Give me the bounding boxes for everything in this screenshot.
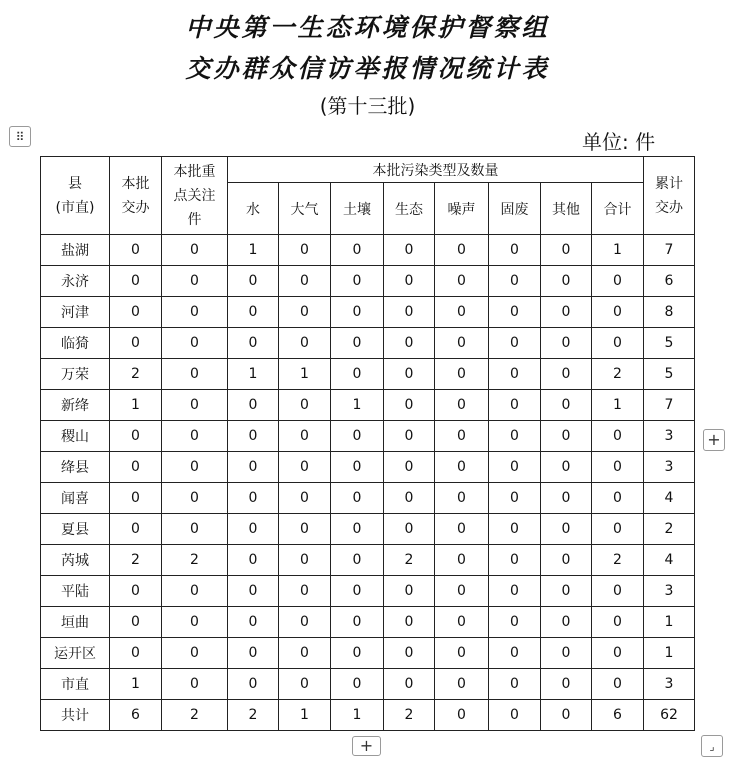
header-pollution-group: 本批污染类型及数量 [228, 157, 644, 183]
table-cell: 0 [110, 638, 162, 669]
table-cell: 0 [228, 638, 279, 669]
table-cell: 0 [384, 328, 435, 359]
table-cell: 0 [162, 576, 228, 607]
row-county-name: 临猗 [41, 328, 110, 359]
table-cell: 0 [331, 669, 384, 700]
table-cell: 0 [435, 235, 489, 266]
table-cell: 0 [110, 452, 162, 483]
row-county-name: 稷山 [41, 421, 110, 452]
table-cell: 0 [331, 359, 384, 390]
table-cell: 0 [541, 483, 592, 514]
table-cell: 2 [110, 545, 162, 576]
table-cell: 0 [384, 266, 435, 297]
table-cell: 0 [435, 421, 489, 452]
table-cell: 0 [435, 669, 489, 700]
table-cell: 1 [644, 638, 695, 669]
table-cell: 8 [644, 297, 695, 328]
table-cell: 0 [228, 266, 279, 297]
table-cell: 0 [228, 607, 279, 638]
table-cell: 0 [435, 700, 489, 731]
title-line-2: 交办群众信访举报情况统计表 [185, 54, 550, 83]
table-cell: 0 [592, 297, 644, 328]
table-row [41, 421, 695, 452]
table-cell: 0 [228, 421, 279, 452]
row-county-name: 永济 [41, 266, 110, 297]
table-cell: 0 [435, 359, 489, 390]
table-cell: 0 [162, 452, 228, 483]
table-cell: 0 [331, 483, 384, 514]
table-cell: 0 [110, 297, 162, 328]
table-cell: 1 [331, 700, 384, 731]
header-county: 县 (市直) [41, 157, 110, 235]
table-cell: 2 [384, 700, 435, 731]
table-cell: 6 [110, 700, 162, 731]
table-cell: 0 [592, 328, 644, 359]
table-cell: 0 [228, 297, 279, 328]
table-cell: 0 [384, 669, 435, 700]
row-county-name: 平陆 [41, 576, 110, 607]
table-cell: 0 [331, 297, 384, 328]
table-cell: 0 [435, 297, 489, 328]
table-cell: 0 [279, 390, 331, 421]
table-cell: 0 [489, 297, 541, 328]
table-cell: 0 [541, 452, 592, 483]
header-water: 水 [228, 183, 279, 235]
table-cell: 0 [541, 359, 592, 390]
table-cell: 0 [489, 452, 541, 483]
table-cell: 1 [228, 235, 279, 266]
table-cell: 0 [489, 421, 541, 452]
table-cell: 2 [644, 514, 695, 545]
table-cell: 0 [228, 452, 279, 483]
header-key-focus: 本批重 点关注 件 [162, 157, 228, 235]
table-row [41, 235, 695, 266]
header-solid-waste: 固废 [489, 183, 541, 235]
table-cell: 0 [489, 638, 541, 669]
table-row [41, 483, 695, 514]
table-cell: 0 [489, 483, 541, 514]
table-cell: 1 [279, 359, 331, 390]
table-cell: 0 [384, 638, 435, 669]
table-cell: 62 [644, 700, 695, 731]
table-cell: 0 [435, 483, 489, 514]
table-cell: 0 [489, 576, 541, 607]
table-cell: 5 [644, 359, 695, 390]
row-county-name: 河津 [41, 297, 110, 328]
table-cell: 0 [489, 390, 541, 421]
table-cell: 0 [489, 514, 541, 545]
table-cell: 0 [489, 266, 541, 297]
table-cell: 0 [592, 576, 644, 607]
table-cell: 0 [384, 235, 435, 266]
table-cell: 0 [541, 545, 592, 576]
table-cell: 0 [592, 669, 644, 700]
table-cell: 2 [110, 359, 162, 390]
table-cell: 0 [331, 421, 384, 452]
table-cell: 2 [228, 700, 279, 731]
table-cell: 0 [592, 638, 644, 669]
statistics-table [40, 156, 695, 731]
batch-label: (第十三批) [319, 94, 416, 118]
row-county-name: 闻喜 [41, 483, 110, 514]
table-cell: 2 [162, 545, 228, 576]
table-cell: 0 [331, 235, 384, 266]
table-cell: 0 [384, 297, 435, 328]
table-cell: 0 [435, 514, 489, 545]
table-cell: 0 [331, 328, 384, 359]
table-cell: 0 [162, 607, 228, 638]
row-county-name: 绛县 [41, 452, 110, 483]
table-cell: 0 [162, 514, 228, 545]
table-cell: 0 [435, 545, 489, 576]
table-cell: 1 [228, 359, 279, 390]
table-cell: 0 [541, 576, 592, 607]
header-other: 其他 [541, 183, 592, 235]
table-cell: 0 [489, 607, 541, 638]
table-cell: 0 [384, 514, 435, 545]
table-body [41, 235, 695, 731]
table-cell: 0 [228, 545, 279, 576]
table-cell: 0 [110, 421, 162, 452]
table-cell: 0 [331, 638, 384, 669]
table-cell: 0 [279, 452, 331, 483]
table-cell: 0 [279, 638, 331, 669]
table-cell: 0 [592, 483, 644, 514]
table-cell: 0 [489, 235, 541, 266]
unit-label: 单位: 件 [582, 130, 656, 154]
table-cell: 7 [644, 235, 695, 266]
table-cell: 0 [541, 390, 592, 421]
title-line-1: 中央第一生态环境保护督察组 [185, 13, 550, 42]
table-row [41, 452, 695, 483]
table-cell: 3 [644, 452, 695, 483]
table-cell: 0 [384, 421, 435, 452]
table-cell: 0 [279, 514, 331, 545]
table-cell: 0 [592, 514, 644, 545]
header-air: 大气 [279, 183, 331, 235]
table-cell: 0 [279, 297, 331, 328]
table-cell: 0 [228, 514, 279, 545]
table-cell: 1 [110, 669, 162, 700]
table-cell: 0 [162, 297, 228, 328]
table-cell: 0 [541, 669, 592, 700]
table-cell: 2 [592, 359, 644, 390]
table-drag-handle-icon[interactable]: ⠿ [9, 126, 31, 147]
table-cell: 0 [592, 421, 644, 452]
table-cell: 0 [489, 328, 541, 359]
table-cell: 0 [110, 514, 162, 545]
table-row [41, 328, 695, 359]
row-county-name: 万荣 [41, 359, 110, 390]
table-cell: 2 [162, 700, 228, 731]
table-cell: 0 [228, 390, 279, 421]
table-cell: 0 [384, 483, 435, 514]
table-row [41, 545, 695, 576]
table-cell: 0 [110, 483, 162, 514]
table-cell: 0 [162, 638, 228, 669]
table-cell: 0 [331, 266, 384, 297]
table-row [41, 514, 695, 545]
table-cell: 0 [435, 576, 489, 607]
table-cell: 0 [162, 328, 228, 359]
table-cell: 0 [541, 328, 592, 359]
table-cell: 0 [228, 576, 279, 607]
table-cell: 4 [644, 483, 695, 514]
table-cell: 1 [592, 390, 644, 421]
row-county-name: 芮城 [41, 545, 110, 576]
resize-corner-icon[interactable]: ⌟ [701, 735, 723, 757]
row-county-name: 共计 [41, 700, 110, 731]
header-ecology: 生态 [384, 183, 435, 235]
table-cell: 6 [644, 266, 695, 297]
table-cell: 0 [162, 266, 228, 297]
table-cell: 2 [592, 545, 644, 576]
table-cell: 0 [489, 359, 541, 390]
table-cell: 3 [644, 669, 695, 700]
table-cell: 6 [592, 700, 644, 731]
table-cell: 0 [279, 483, 331, 514]
table-cell: 0 [541, 700, 592, 731]
table-cell: 3 [644, 576, 695, 607]
table-cell: 0 [541, 638, 592, 669]
table-row [41, 297, 695, 328]
table-cell: 5 [644, 328, 695, 359]
table-cell: 0 [228, 483, 279, 514]
header-subtotal: 合计 [592, 183, 644, 235]
table-cell: 0 [541, 607, 592, 638]
table-cell: 0 [279, 669, 331, 700]
header-cumulative: 累计 交办 [644, 157, 695, 235]
table-cell: 0 [489, 545, 541, 576]
table-cell: 0 [435, 607, 489, 638]
table-row [41, 669, 695, 700]
table-cell: 0 [435, 390, 489, 421]
table-cell: 0 [331, 576, 384, 607]
table-cell: 1 [592, 235, 644, 266]
table-cell: 0 [110, 607, 162, 638]
table-row [41, 607, 695, 638]
table-cell: 0 [162, 359, 228, 390]
table-cell: 0 [110, 328, 162, 359]
table-cell: 0 [384, 359, 435, 390]
table-row [41, 390, 695, 421]
header-soil: 土壤 [331, 183, 384, 235]
table-cell: 0 [384, 452, 435, 483]
table-cell: 0 [541, 514, 592, 545]
add-column-plus-icon[interactable]: + [703, 429, 725, 451]
table-cell: 0 [541, 235, 592, 266]
row-county-name: 盐湖 [41, 235, 110, 266]
row-county-name: 市直 [41, 669, 110, 700]
table-row [41, 359, 695, 390]
table-cell: 7 [644, 390, 695, 421]
table-cell: 1 [644, 607, 695, 638]
table-cell: 0 [435, 452, 489, 483]
table-cell: 0 [279, 266, 331, 297]
table-cell: 0 [110, 235, 162, 266]
table-cell: 0 [228, 669, 279, 700]
table-cell: 0 [162, 390, 228, 421]
table-cell: 0 [162, 235, 228, 266]
table-row [41, 576, 695, 607]
table-cell: 0 [541, 297, 592, 328]
table-cell: 0 [592, 607, 644, 638]
table-cell: 0 [489, 669, 541, 700]
table-cell: 0 [110, 266, 162, 297]
table-cell: 0 [279, 576, 331, 607]
table-cell: 0 [279, 607, 331, 638]
table-cell: 0 [435, 638, 489, 669]
add-row-plus-icon[interactable]: + [352, 736, 381, 756]
table-cell: 0 [384, 576, 435, 607]
table-cell: 0 [331, 607, 384, 638]
table-cell: 0 [592, 266, 644, 297]
row-county-name: 新绛 [41, 390, 110, 421]
table-cell: 0 [279, 545, 331, 576]
table-cell: 0 [541, 266, 592, 297]
table-cell: 0 [279, 328, 331, 359]
table-cell: 0 [489, 700, 541, 731]
table-cell: 0 [331, 452, 384, 483]
table-cell: 0 [541, 421, 592, 452]
table-cell: 0 [162, 483, 228, 514]
table-row [41, 638, 695, 669]
table-cell: 0 [384, 390, 435, 421]
table-cell: 0 [435, 266, 489, 297]
table-cell: 0 [331, 545, 384, 576]
table-cell: 2 [384, 545, 435, 576]
table-cell: 0 [592, 452, 644, 483]
table-cell: 3 [644, 421, 695, 452]
table-cell: 0 [228, 328, 279, 359]
table-cell: 0 [162, 669, 228, 700]
table-cell: 1 [110, 390, 162, 421]
table-cell: 0 [279, 421, 331, 452]
table-cell: 0 [110, 576, 162, 607]
row-county-name: 垣曲 [41, 607, 110, 638]
header-this-batch: 本批 交办 [110, 157, 162, 235]
table-row [41, 266, 695, 297]
table-row [41, 700, 695, 731]
table-cell: 0 [162, 421, 228, 452]
header-noise: 噪声 [435, 183, 489, 235]
table-cell: 0 [331, 514, 384, 545]
table-cell: 4 [644, 545, 695, 576]
table-cell: 1 [331, 390, 384, 421]
row-county-name: 运开区 [41, 638, 110, 669]
table-cell: 1 [279, 700, 331, 731]
table-cell: 0 [279, 235, 331, 266]
table-cell: 0 [384, 607, 435, 638]
row-county-name: 夏县 [41, 514, 110, 545]
table-cell: 0 [435, 328, 489, 359]
